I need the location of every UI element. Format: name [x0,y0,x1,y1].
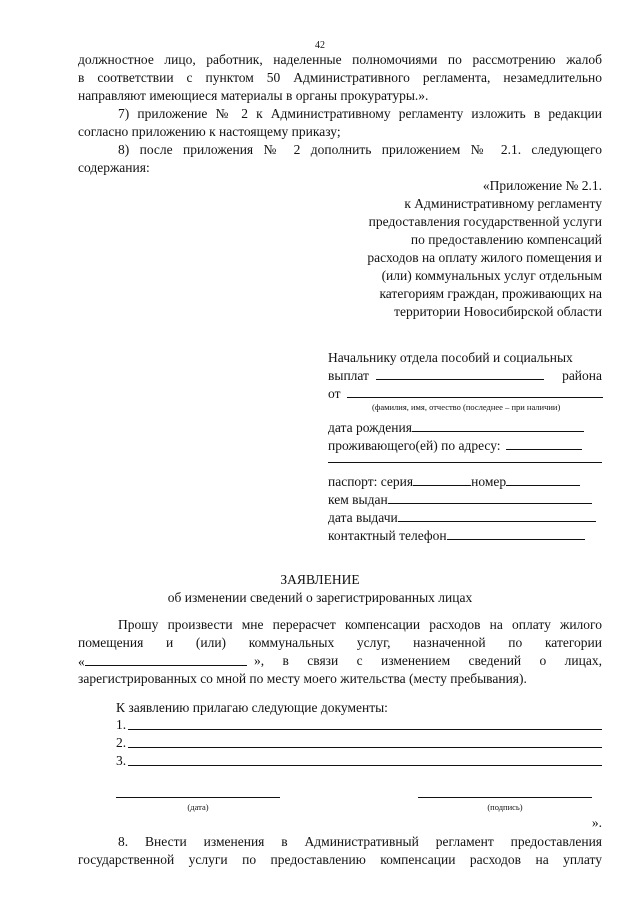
statement-line-4: зарегистрированных со мной по месту моего жительства (месту пребывания). [78,671,527,686]
attachment-number-2: 2. [116,735,127,750]
item8-line-1: 8) после приложения № 2 дополнить приложением № 2.1. следующего [118,142,602,157]
fio-hint: (фамилия, имя, отчество (последнее – при наличии) [372,402,561,412]
addressee-line-2 [328,367,602,385]
passport-number-label: номер [471,474,507,489]
item7-line-2: согласно приложению к настоящему приказу; [78,124,341,139]
attachment-number-1: 1. [116,717,127,732]
issue-date-field[interactable] [398,509,596,522]
attachment-field-3[interactable] [128,765,602,766]
item8-line-2: содержания: [78,160,150,175]
statement-line-2: помещения и (или) коммунальных услуг, назначенной по категории [78,635,602,650]
page-number: 42 [315,40,325,51]
passport-row [328,473,602,491]
category-open-quote: « [78,654,85,669]
appendix-header-line-8: территории Новосибирской области [394,304,602,319]
date-caption: (дата) [187,802,209,812]
sign-signature-line[interactable] [418,797,592,812]
address-field-line-2[interactable] [328,462,602,463]
birth-date-row [328,419,602,437]
appendix-header-line-6: (или) коммунальных услуг отдельным [381,268,602,283]
intro-line-1: должностное лицо, работник, наделенные полномочиями по рассмотрению жалоб [78,52,602,67]
attachment-field-2[interactable] [128,747,602,748]
birth-date-field[interactable] [412,419,584,432]
phone-field[interactable] [447,527,585,540]
appendix-header-line-5: расходов на оплату жилого помещения и [367,250,602,265]
address-label: проживающего(ей) по адресу: [328,438,501,453]
attachments-heading: К заявлению прилагаю следующие документы: [116,700,388,715]
appendix-header-line-1: «Приложение № 2.1. [482,178,602,193]
district-field[interactable] [376,367,544,380]
item7-line-1: 7) приложение № 2 к Административному регламенту изложить в редакции [118,106,602,121]
attachment-row-2 [116,735,602,751]
addressee-raion-label: района [562,368,602,383]
issue-date-label: дата выдачи [328,510,398,525]
statement-title: ЗАЯВЛЕНИЕ [280,572,360,587]
date-signature-line[interactable] [116,797,280,812]
appendix-header-line-2: к Административному регламенту [404,196,602,211]
phone-label: контактный телефон [328,528,447,543]
addressee-line-3 [328,385,602,403]
passport-series-label: паспорт: серия [328,474,414,489]
issued-by-field[interactable] [388,491,592,504]
issue-date-row [328,509,602,527]
attachment-row-3 [116,753,602,769]
intro-line-3: направляют имеющиеся материалы в органы прокуратуры.». [78,88,429,103]
appendix-header-line-7: категориям граждан, проживающих на [379,286,602,301]
appendix-header-line-4: по предоставлению компенсаций [410,232,602,247]
addressee-vyplat-label: выплат [328,368,369,383]
category-field[interactable] [85,653,247,666]
issued-by-label: кем выдан [328,492,388,507]
passport-series-field[interactable] [413,473,471,486]
statement-line-3 [78,653,602,670]
attachment-row-1 [116,717,602,733]
addressee-from-label: от [328,386,341,401]
sign-caption: (подпись) [487,802,523,812]
item8-tail-line-2: государственной услуги по предоставлению компенсации расходов на уплату [78,852,602,867]
passport-number-field[interactable] [506,473,580,486]
birth-date-label: дата рождения [328,420,412,435]
addressee-line-1: Начальнику отдела пособий и социальных [328,350,573,365]
attachment-field-1[interactable] [128,729,602,730]
phone-row [328,527,602,545]
statement-subtitle: об изменении сведений о зарегистрированных лицах [167,590,473,605]
appendix-header-line-3: предоставления государственной услуги [368,214,602,229]
statement-line-3-rest: », в связи с изменением сведений о лицах, [254,653,602,668]
attachment-number-3: 3. [116,753,127,768]
address-field[interactable] [506,437,582,450]
issued-by-row [328,491,602,509]
fio-field[interactable] [347,385,603,398]
closing-quote: ». [591,815,602,830]
statement-line-1: Прошу произвести мне перерасчет компенсации расходов на оплату жилого [118,617,602,632]
intro-line-2: в соответствии с пунктом 50 Административного регламента, незамедлительно [78,70,602,85]
item8-tail-line-1: 8. Внести изменения в Административный регламент предоставления [118,834,602,849]
address-row [328,437,602,455]
